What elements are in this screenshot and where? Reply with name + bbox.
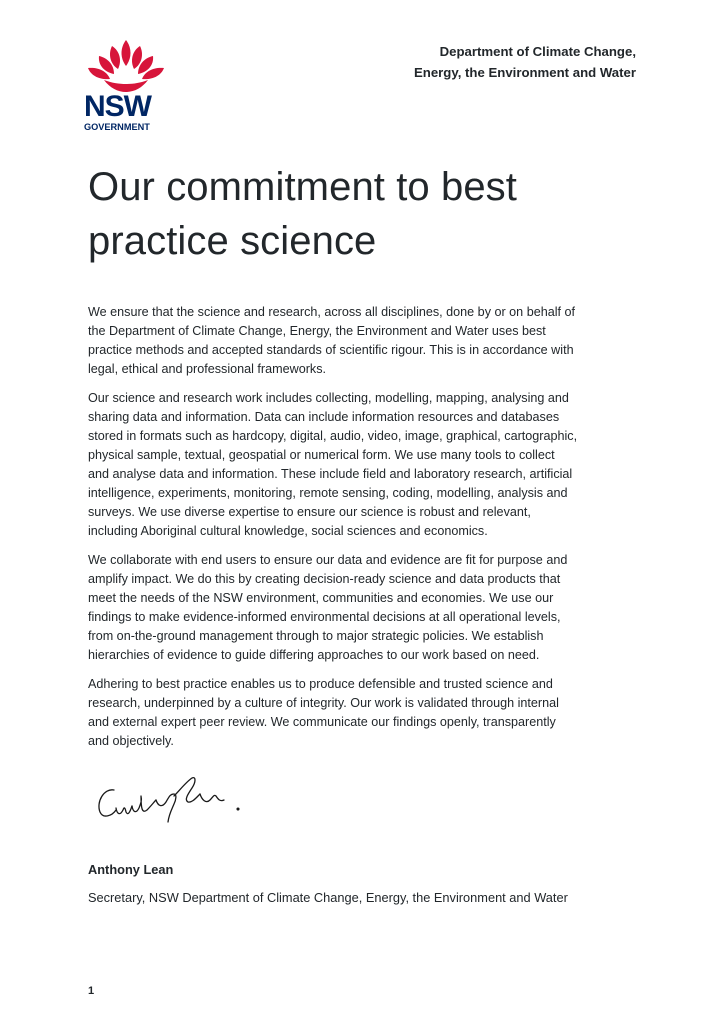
department-line: Energy, the Environment and Water: [413, 65, 636, 80]
text-line: findings to make evidence-informed environmental decisions at all operational levels,: [88, 610, 561, 624]
text-line: We collaborate with end users to ensure our data and evidence are fit for purpose and: [88, 553, 568, 567]
text-line: research, underpinned by a culture of integrity. Our work is validated through internal: [88, 696, 559, 710]
title-line: practice science: [88, 219, 377, 263]
text-line: legal, ethical and professional frameworks.: [88, 362, 327, 376]
text-line: and analyse data and information. These include field and laboratory research, artificial: [88, 467, 573, 481]
nsw-government-logo: [84, 36, 176, 136]
paragraph-2: [88, 389, 648, 541]
paragraph-3: [88, 551, 648, 665]
signatory-role: Secretary, NSW Department of Climate Change, Energy, the Environment and Water: [88, 890, 568, 905]
text-line: from on-the-ground management through to major strategic policies. We establish: [88, 629, 544, 643]
logo-wordmark: NSW: [84, 90, 151, 123]
waratah-flower-icon: [84, 36, 176, 136]
text-line: Our science and research work includes collecting, modelling, mapping, analysing and: [88, 391, 569, 405]
page-number: 1: [88, 985, 95, 997]
signatory-name: Anthony Lean: [88, 862, 174, 877]
text-line: sharing data and information. Data can include information resources and databases: [88, 410, 560, 424]
text-line: surveys. We use diverse expertise to ensure our science is robust and relevant,: [88, 505, 531, 519]
handwritten-signature: [92, 772, 252, 832]
text-line: stored in formats such as hardcopy, digital, audio, video, image, graphical, cartographic,: [88, 429, 578, 443]
logo-subtext: GOVERNMENT: [84, 122, 150, 132]
text-line: amplify impact. We do this by creating decision-ready science and data products that: [88, 572, 561, 586]
page-title: [88, 160, 648, 268]
text-line: practice methods and accepted standards of scientific rigour. This is in accordance with: [88, 343, 574, 357]
text-line: meet the needs of the NSW environment, communities and economies. We use our: [88, 591, 554, 605]
text-line: and objectively.: [88, 734, 174, 748]
paragraph-1: [88, 303, 648, 379]
text-line: the Department of Climate Change, Energy, the Environment and Water uses best: [88, 324, 546, 338]
text-line: physical sample, textual, geospatial or numerical form. We use many tools to collect: [88, 448, 555, 462]
department-name: [414, 41, 636, 83]
text-line: Adhering to best practice enables us to produce defensible and trusted science and: [88, 677, 553, 691]
department-line: Department of Climate Change,: [439, 44, 636, 59]
text-line: hierarchies of evidence to guide differing approaches to our work based on need.: [88, 648, 540, 662]
text-line: intelligence, experiments, monitoring, remote sensing, coding, modelling, analysis and: [88, 486, 568, 500]
text-line: including Aboriginal cultural knowledge, social sciences and economics.: [88, 524, 488, 538]
title-line: Our commitment to best: [88, 165, 517, 209]
text-line: and external expert peer review. We communicate our findings openly, transparently: [88, 715, 556, 729]
body-text: [88, 303, 648, 761]
paragraph-4: [88, 675, 648, 751]
text-line: We ensure that the science and research, across all disciplines, done by or on behalf of: [88, 305, 576, 319]
